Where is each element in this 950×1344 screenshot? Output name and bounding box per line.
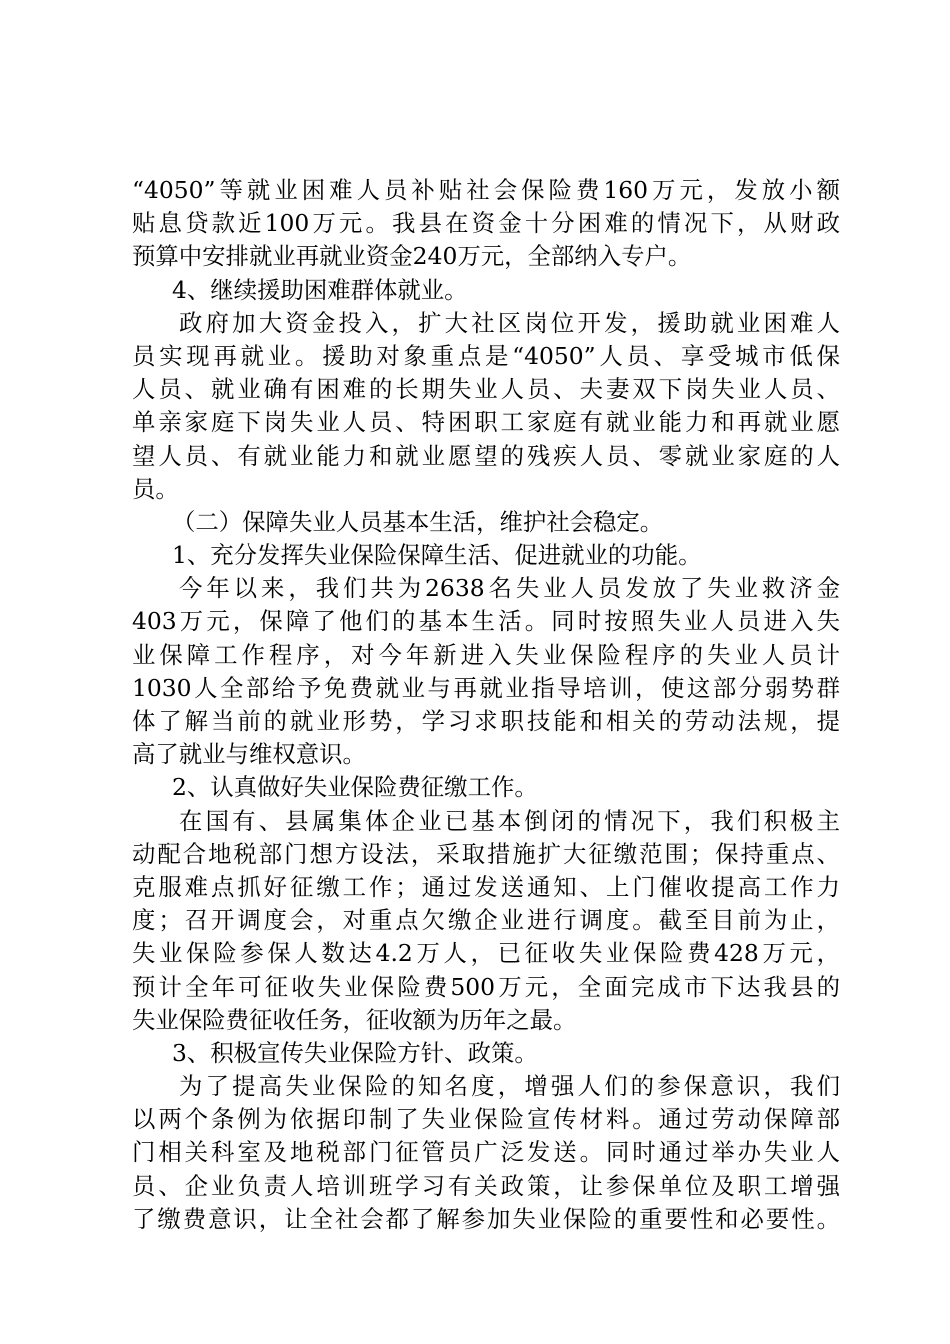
- text-line: 高了就业与维权意识。: [132, 740, 366, 769]
- text-line: 贴息贷款近100万元。我县在资金十分困难的情况下，从财政: [132, 209, 840, 238]
- section-heading: 1、充分发挥失业保险保障生活、促进就业的功能。: [172, 541, 702, 570]
- heading-publicity: [132, 1037, 840, 1070]
- paragraph-fee-collection: [132, 805, 840, 1037]
- heading-fee-collection: [132, 771, 840, 804]
- text-line: 度；召开调度会，对重点欠缴企业进行调度。截至目前为止，: [132, 906, 840, 935]
- text-line: 失业保险参保人数达4.2万人，已征收失业保险费428万元，: [132, 939, 840, 968]
- text-line: 1030人全部给予免费就业与再就业指导培训，使这部分弱势群: [132, 673, 840, 702]
- paragraph-insurance-function: [132, 572, 840, 771]
- text-line: 员、企业负责人培训班学习有关政策，让参保单位及职工增强: [132, 1171, 840, 1200]
- text-line: 人员、就业确有困难的长期失业人员、夫妻双下岗失业人员、: [132, 375, 840, 404]
- text-line: 体了解当前的就业形势，学习求职技能和相关的劳动法规，提: [132, 707, 840, 735]
- section-heading: （二）保障失业人员基本生活，维护社会稳定。: [172, 507, 664, 536]
- text-line: 动配合地税部门想方设法，采取措施扩大征缴范围；保持重点、: [132, 839, 840, 868]
- document-page: [132, 174, 840, 1236]
- text-line: 今年以来，我们共为2638名失业人员发放了失业救济金: [179, 574, 840, 603]
- text-line: 在国有、县属集体企业已基本倒闭的情况下，我们积极主: [179, 806, 840, 835]
- text-line: 业保障工作程序，对今年新进入失业保险程序的失业人员计: [132, 640, 840, 669]
- text-line: 单亲家庭下岗失业人员、特困职工家庭有就业能力和再就业愿: [132, 408, 840, 437]
- text-line: 望人员、有就业能力和就业愿望的残疾人员、零就业家庭的人: [132, 441, 840, 470]
- text-line: 预计全年可征收失业保险费500万元，全面完成市下达我县的: [132, 972, 840, 1001]
- text-line: 员实现再就业。援助对象重点是“4050”人员、享受城市低保: [132, 341, 840, 370]
- text-line: 克服难点抓好征缴工作；通过发送通知、上门催收提高工作力: [132, 872, 840, 901]
- paragraph-publicity: [132, 1070, 840, 1236]
- paragraph-assist-groups: [132, 307, 840, 506]
- heading-insurance-function: [132, 539, 840, 572]
- text-line: 了缴费意识，让全社会都了解参加失业保险的重要性和必要性。: [132, 1204, 840, 1233]
- text-line: 失业保险费征收任务，征收额为历年之最。: [132, 1005, 577, 1034]
- text-line: 门相关科室及地税部门征管员广泛发送。同时通过举办失业人: [132, 1138, 840, 1167]
- heading-assist-groups: [132, 274, 840, 307]
- section-heading: 4、继续援助困难群体就业。: [172, 275, 468, 304]
- text-line: 员。: [132, 474, 179, 503]
- section-heading: 3、积极宣传失业保险方针、政策。: [172, 1038, 538, 1067]
- paragraph-funding: [132, 174, 840, 274]
- text-line: “4050”等就业困难人员补贴社会保险费160万元，发放小额: [132, 176, 840, 204]
- text-line: 以两个条例为依据印制了失业保险宣传材料。通过劳动保障部: [132, 1105, 840, 1134]
- section-heading: 2、认真做好失业保险费征缴工作。: [172, 773, 538, 802]
- text-line: 为了提高失业保险的知名度，增强人们的参保意识，我们: [179, 1072, 840, 1101]
- text-line: 403万元，保障了他们的基本生活。同时按照失业人员进入失: [132, 607, 840, 636]
- text-line: 政府加大资金投入，扩大社区岗位开发，援助就业困难人: [179, 308, 840, 337]
- heading-section-two: [132, 506, 840, 539]
- text-line: 预算中安排就业再就业资金240万元，全部纳入专户。: [132, 242, 692, 271]
